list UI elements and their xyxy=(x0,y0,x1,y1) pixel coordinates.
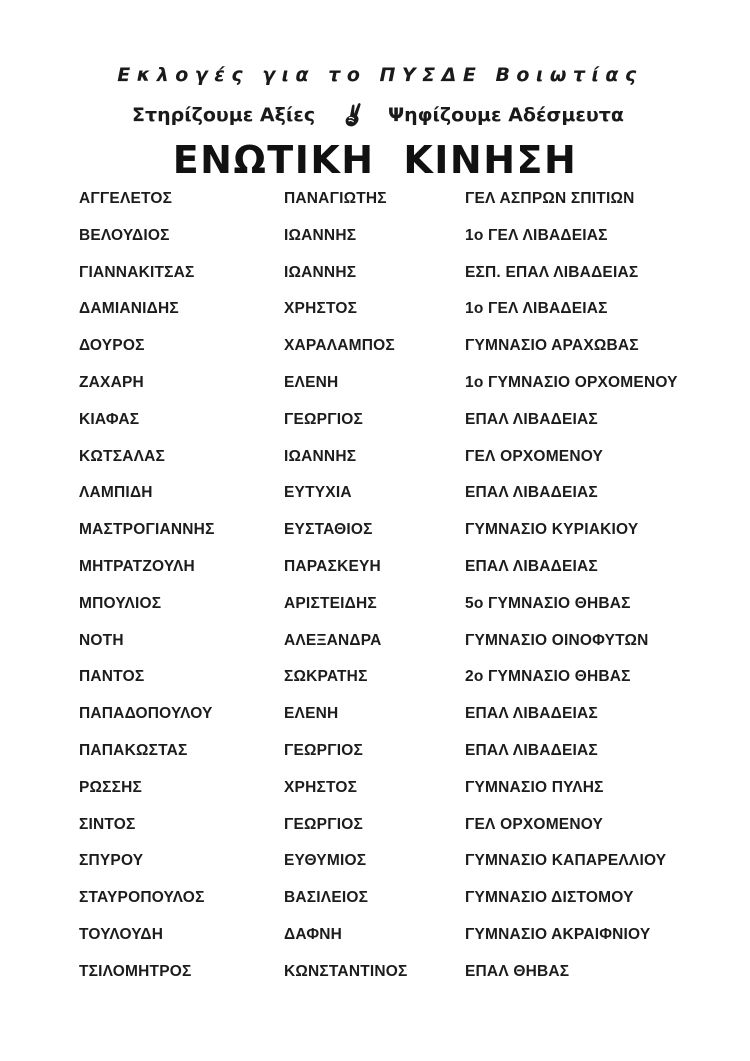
candidate-first-name: ΠΑΡΑΣΚΕΥΗ xyxy=(284,557,381,575)
candidate-row xyxy=(0,186,750,223)
candidate-surname: ΤΣΙΛΟΜΗΤΡΟΣ xyxy=(79,962,192,980)
candidate-first-name: ΕΥΤΥΧΙΑ xyxy=(284,484,352,502)
candidate-first-name: ΓΕΩΡΓΙΟΣ xyxy=(284,410,364,428)
candidate-school: ΓΕΛ ΟΡΧΟΜΕΝΟΥ xyxy=(465,815,604,833)
candidate-first-name: ΓΕΩΡΓΙΟΣ xyxy=(284,815,364,833)
candidate-school: ΓΥΜΝΑΣΙΟ ΟΙΝΟΦΥΤΩΝ xyxy=(465,631,649,649)
candidate-surname: ΜΠΟΥΛΙΟΣ xyxy=(79,594,162,612)
candidate-surname: ΜΑΣΤΡΟΓΙΑΝΝΗΣ xyxy=(79,521,215,539)
candidate-surname: ΣΙΝΤΟΣ xyxy=(79,815,136,833)
election-title: Εκλογές για το ΠΥΣΔΕ Βοιωτίας xyxy=(117,64,643,86)
candidate-row xyxy=(0,223,750,260)
candidate-list xyxy=(0,186,750,996)
candidate-surname: ΠΑΝΤΟΣ xyxy=(79,668,145,686)
candidate-school: 1ο ΓΕΛ ΛΙΒΑΔΕΙΑΣ xyxy=(465,226,608,244)
candidate-school: ΕΠΑΛ ΛΙΒΑΔΕΙΑΣ xyxy=(465,557,598,575)
candidate-row xyxy=(0,333,750,370)
slogan-right: Ψηφίζουμε Αδέσμευτα xyxy=(388,104,624,126)
candidate-first-name: ΓΕΩΡΓΙΟΣ xyxy=(284,741,364,759)
candidate-first-name: ΠΑΝΑΓΙΩΤΗΣ xyxy=(284,190,387,207)
candidate-row xyxy=(0,959,750,996)
candidate-first-name: ΚΩΝΣΤΑΝΤΙΝΟΣ xyxy=(284,962,408,980)
candidate-school: 2ο ΓΥΜΝΑΣΙΟ ΘΗΒΑΣ xyxy=(465,668,631,686)
candidate-school: ΕΠΑΛ ΛΙΒΑΔΕΙΑΣ xyxy=(465,705,598,723)
candidate-surname: ΝΟΤΗ xyxy=(79,631,124,649)
candidate-surname: ΚΙΑΦΑΣ xyxy=(79,410,140,428)
candidate-row xyxy=(0,701,750,738)
candidate-first-name: ΕΛΕΝΗ xyxy=(284,705,339,723)
candidate-first-name: ΕΛΕΝΗ xyxy=(284,373,339,391)
candidate-row xyxy=(0,407,750,444)
slogan xyxy=(0,100,750,130)
candidate-surname: ΠΑΠΑΚΩΣΤΑΣ xyxy=(79,741,188,759)
candidate-school: ΕΠΑΛ ΛΙΒΑΔΕΙΑΣ xyxy=(465,410,598,428)
candidate-row xyxy=(0,848,750,885)
candidate-school: ΓΥΜΝΑΣΙΟ ΚΑΠΑΡΕΛΛΙΟΥ xyxy=(465,852,667,870)
candidate-row xyxy=(0,480,750,517)
candidate-school: ΓΥΜΝΑΣΙΟ ΔΙΣΤΟΜΟΥ xyxy=(465,889,634,907)
candidate-row xyxy=(0,296,750,333)
candidate-school: ΕΠΑΛ ΘΗΒΑΣ xyxy=(465,962,570,980)
candidate-first-name: ΙΩΑΝΝΗΣ xyxy=(284,447,357,465)
candidate-first-name: ΕΥΣΤΑΘΙΟΣ xyxy=(284,521,373,539)
candidate-school: ΓΕΛ ΟΡΧΟΜΕΝΟΥ xyxy=(465,447,604,465)
candidate-surname: ΤΟΥΛΟΥΔΗ xyxy=(79,925,164,943)
candidate-surname: ΡΩΣΣΗΣ xyxy=(79,778,143,796)
candidate-row xyxy=(0,738,750,775)
slogan-left: Στηρίζουμε Αξίες xyxy=(132,104,316,126)
candidate-school: ΕΠΑΛ ΛΙΒΑΔΕΙΑΣ xyxy=(465,741,598,759)
candidate-school: 1ο ΓΕΛ ΛΙΒΑΔΕΙΑΣ xyxy=(465,300,608,318)
victory-hand-icon xyxy=(344,102,364,128)
candidate-row xyxy=(0,664,750,701)
candidate-surname: ΚΩΤΣΑΛΑΣ xyxy=(79,447,166,465)
candidate-first-name: ΙΩΑΝΝΗΣ xyxy=(284,263,357,281)
document-header xyxy=(0,60,750,182)
candidate-school: 5ο ΓΥΜΝΑΣΙΟ ΘΗΒΑΣ xyxy=(465,594,631,612)
candidate-school: ΓΥΜΝΑΣΙΟ ΚΥΡΙΑΚΙΟΥ xyxy=(465,521,639,539)
candidate-row xyxy=(0,812,750,849)
candidate-first-name: ΔΑΦΝΗ xyxy=(284,925,343,943)
candidate-surname: ΔΑΜΙΑΝΙΔΗΣ xyxy=(79,300,179,318)
candidate-school: ΓΥΜΝΑΣΙΟ ΑΚΡΑΙΦΝΙΟΥ xyxy=(465,925,651,943)
candidate-first-name: ΒΑΣΙΛΕΙΟΣ xyxy=(284,889,369,907)
candidate-row xyxy=(0,591,750,628)
candidate-row xyxy=(0,260,750,297)
candidate-row xyxy=(0,554,750,591)
candidate-surname: ΔΟΥΡΟΣ xyxy=(79,337,145,355)
candidate-school: ΓΥΜΝΑΣΙΟ ΑΡΑΧΩΒΑΣ xyxy=(465,337,639,355)
candidate-surname: ΛΑΜΠΙΔΗ xyxy=(79,484,153,502)
candidate-school: 1ο ΓΥΜΝΑΣΙΟ ΟΡΧΟΜΕΝΟΥ xyxy=(465,373,678,391)
candidate-school: ΕΠΑΛ ΛΙΒΑΔΕΙΑΣ xyxy=(465,484,598,502)
candidate-first-name: ΧΡΗΣΤΟΣ xyxy=(284,778,358,796)
candidate-surname: ΒΕΛΟΥΔΙΟΣ xyxy=(79,226,170,244)
candidate-first-name: ΣΩΚΡΑΤΗΣ xyxy=(284,668,368,686)
candidate-row xyxy=(0,517,750,554)
candidate-row xyxy=(0,922,750,959)
candidate-surname: ΣΤΑΥΡΟΠΟΥΛΟΣ xyxy=(79,889,205,907)
candidate-first-name: ΑΡΙΣΤΕΙΔΗΣ xyxy=(284,594,377,612)
candidate-row xyxy=(0,628,750,665)
candidate-surname: ΖΑΧΑΡΗ xyxy=(79,373,144,391)
candidate-surname: ΣΠΥΡΟΥ xyxy=(79,852,144,870)
candidate-first-name: ΧΡΗΣΤΟΣ xyxy=(284,300,358,318)
candidate-surname: ΜΗΤΡΑΤΖΟΥΛΗ xyxy=(79,557,195,575)
candidate-first-name: ΑΛΕΞΑΝΔΡΑ xyxy=(284,631,382,649)
candidate-row xyxy=(0,885,750,922)
candidate-row xyxy=(0,775,750,812)
candidate-surname: ΑΓΓΕΛΕΤΟΣ xyxy=(79,190,173,207)
candidate-school: ΕΣΠ. ΕΠΑΛ ΛΙΒΑΔΕΙΑΣ xyxy=(465,263,639,281)
candidate-row xyxy=(0,444,750,481)
candidate-first-name: ΙΩΑΝΝΗΣ xyxy=(284,226,357,244)
candidate-surname: ΠΑΠΑΔΟΠΟΥΛΟΥ xyxy=(79,705,213,723)
candidate-first-name: ΧΑΡΑΛΑΜΠΟΣ xyxy=(284,337,395,355)
candidate-row xyxy=(0,370,750,407)
candidate-surname: ΓΙΑΝΝΑΚΙΤΣΑΣ xyxy=(79,263,195,281)
candidate-school: ΓΕΛ ΑΣΠΡΩΝ ΣΠΙΤΙΩΝ xyxy=(465,190,635,207)
candidate-school: ΓΥΜΝΑΣΙΟ ΠΥΛΗΣ xyxy=(465,778,604,796)
movement-name: ΕΝΩΤΙΚΗ ΚΙΝΗΣΗ xyxy=(172,138,578,182)
candidate-first-name: ΕΥΘΥΜΙΟΣ xyxy=(284,852,367,870)
